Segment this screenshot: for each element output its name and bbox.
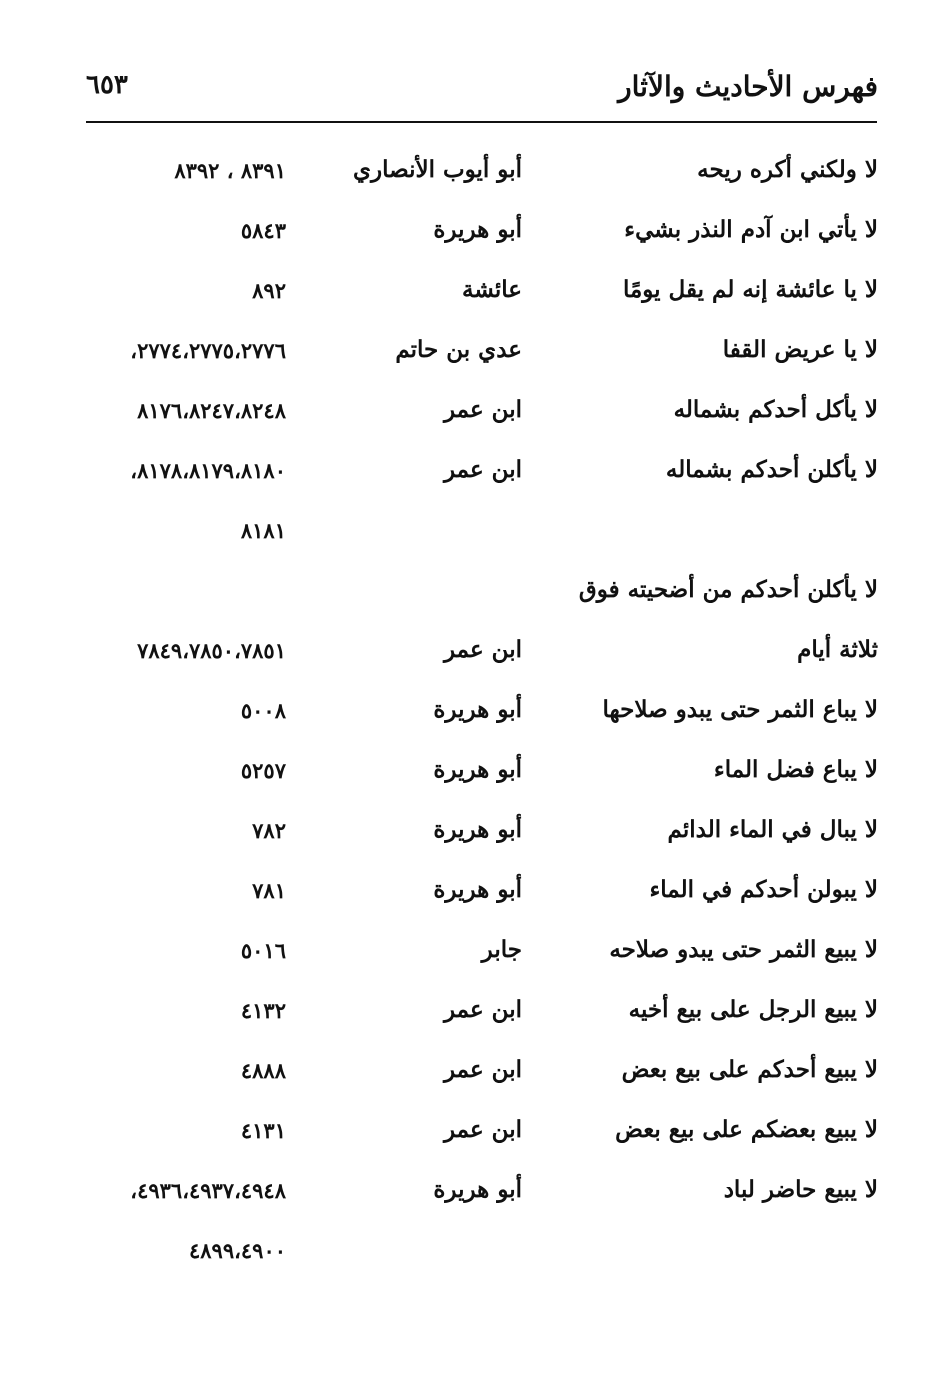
hadith-numbers: ٥٨٤٣ bbox=[240, 218, 286, 243]
hadith-text: لا يأكل أحدكم بشماله bbox=[673, 396, 878, 423]
hadith-numbers: ٥٠١٦ bbox=[240, 938, 286, 963]
hadith-text: لا يباع الثمر حتى يبدو صلاحها bbox=[602, 696, 878, 723]
hadith-numbers: ٤٨٩٩،٤٩٠٠ bbox=[188, 1238, 286, 1263]
index-row bbox=[0, 1168, 932, 1218]
hadith-numbers: ٧٨١ bbox=[252, 878, 286, 903]
narrator-name: أبو هريرة bbox=[433, 756, 522, 783]
narrator-name: أبو هريرة bbox=[433, 1176, 522, 1203]
hadith-text: لا يبيع الرجل على بيع أخيه bbox=[628, 996, 878, 1023]
narrator-name: جابر bbox=[481, 936, 522, 963]
index-row bbox=[0, 988, 932, 1038]
narrator-name: عدي بن حاتم bbox=[395, 336, 522, 363]
hadith-text: لا يبيع الثمر حتى يبدو صلاحه bbox=[609, 936, 878, 963]
hadith-text: لا يبيع أحدكم على بيع بعض bbox=[621, 1056, 878, 1083]
hadith-text: لا يباع فضل الماء bbox=[713, 756, 878, 783]
index-row bbox=[0, 868, 932, 918]
hadith-text: لا يأكلن أحدكم من أضحيته فوق bbox=[578, 576, 878, 603]
hadith-numbers: ٨١٧٦،٨٢٤٧،٨٢٤٨ bbox=[137, 398, 286, 423]
page-title: فهرس الأحاديث والآثار bbox=[618, 70, 878, 103]
hadith-text: لا يأتي ابن آدم النذر بشيء bbox=[624, 216, 878, 243]
index-row bbox=[0, 208, 932, 258]
narrator-name: ابن عمر bbox=[443, 636, 522, 663]
hadith-numbers: ٧٨٤٩،٧٨٥٠،٧٨٥١ bbox=[137, 638, 286, 663]
hadith-text: لا يبيع بعضكم على بيع بعض bbox=[615, 1116, 878, 1143]
narrator-name: ابن عمر bbox=[443, 1116, 522, 1143]
index-row bbox=[0, 448, 932, 498]
index-row bbox=[0, 628, 932, 678]
index-row bbox=[0, 1108, 932, 1158]
narrator-name: أبو أيوب الأنصاري bbox=[353, 156, 522, 183]
hadith-numbers: ٤١٣٢ bbox=[240, 998, 286, 1023]
hadith-numbers: ٨٣٩١ ، ٨٣٩٢ bbox=[174, 158, 286, 183]
index-row bbox=[0, 388, 932, 438]
hadith-text: لا يأكلن أحدكم بشماله bbox=[665, 456, 878, 483]
narrator-name: أبو هريرة bbox=[433, 816, 522, 843]
narrator-name: ابن عمر bbox=[443, 456, 522, 483]
index-row bbox=[0, 328, 932, 378]
hadith-numbers: ٤٨٨٨ bbox=[240, 1058, 286, 1083]
narrator-name: ابن عمر bbox=[443, 996, 522, 1023]
narrator-name: ابن عمر bbox=[443, 396, 522, 423]
hadith-numbers: ٨١٨١ bbox=[240, 518, 286, 543]
hadith-numbers: ٧٨٢ bbox=[252, 818, 286, 843]
index-row bbox=[0, 508, 932, 558]
narrator-name: أبو هريرة bbox=[433, 696, 522, 723]
index-row bbox=[0, 148, 932, 198]
narrator-name: ابن عمر bbox=[443, 1056, 522, 1083]
index-row bbox=[0, 568, 932, 618]
narrator-name: أبو هريرة bbox=[433, 876, 522, 903]
hadith-text: لا يبولن أحدكم في الماء bbox=[649, 876, 878, 903]
index-row bbox=[0, 1048, 932, 1098]
header-divider bbox=[86, 121, 877, 123]
hadith-numbers: ٥٠٠٨ bbox=[240, 698, 286, 723]
page-number: ٦٥٣ bbox=[86, 70, 128, 100]
index-row bbox=[0, 928, 932, 978]
hadith-numbers: ٥٢٥٧ bbox=[240, 758, 286, 783]
hadith-numbers: ٨١٧٨،٨١٧٩،٨١٨٠، bbox=[130, 458, 286, 483]
hadith-text: ثلاثة أيام bbox=[797, 636, 878, 663]
hadith-numbers: ٢٧٧٤،٢٧٧٥،٢٧٧٦، bbox=[130, 338, 286, 363]
hadith-text: لا يا عريض القفا bbox=[722, 336, 878, 363]
index-row bbox=[0, 748, 932, 798]
index-row bbox=[0, 1228, 932, 1278]
narrator-name: عائشة bbox=[462, 276, 522, 303]
index-row bbox=[0, 808, 932, 858]
hadith-text: لا ولكني أكره ريحه bbox=[697, 156, 878, 183]
hadith-numbers: ٨٩٢ bbox=[252, 278, 286, 303]
index-row bbox=[0, 688, 932, 738]
narrator-name: أبو هريرة bbox=[433, 216, 522, 243]
hadith-numbers: ٤١٣١ bbox=[240, 1118, 286, 1143]
hadith-text: لا يا عائشة إنه لم يقل يومًا bbox=[622, 276, 878, 303]
hadith-text: لا يبيع حاضر لباد bbox=[723, 1176, 878, 1203]
hadith-numbers: ٤٩٣٦،٤٩٣٧،٤٩٤٨، bbox=[130, 1178, 286, 1203]
hadith-text: لا يبال في الماء الدائم bbox=[667, 816, 878, 843]
index-row bbox=[0, 268, 932, 318]
